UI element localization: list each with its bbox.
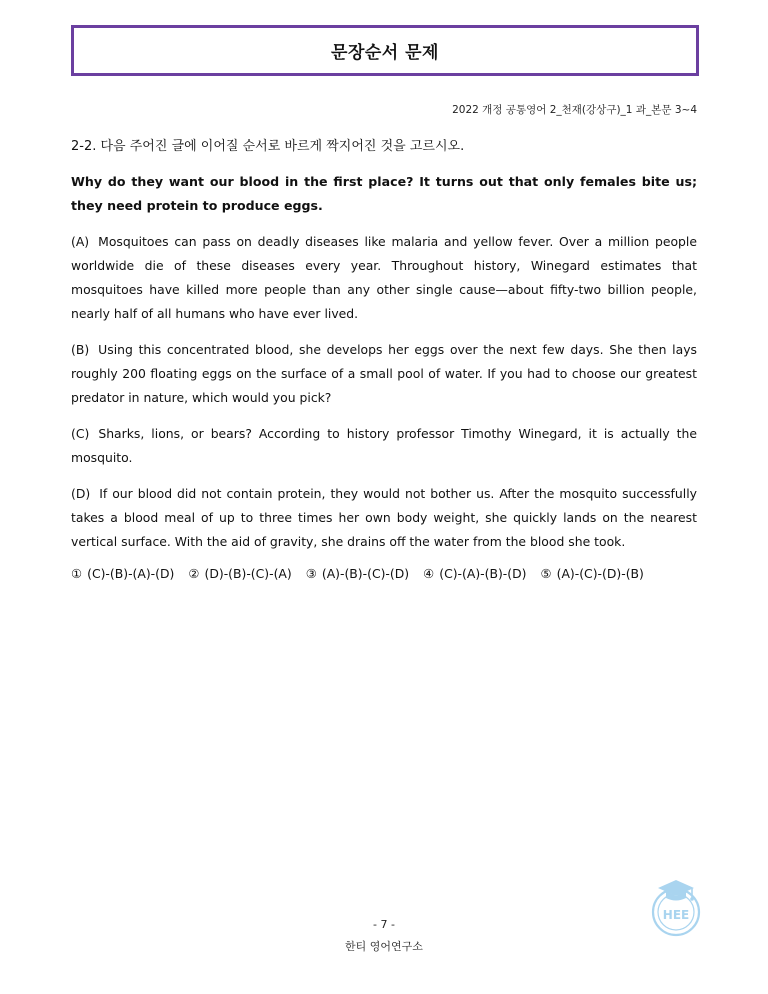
choice-text: (D)-(B)-(C)-(A) (204, 566, 292, 581)
choice-number: ④ (423, 566, 435, 581)
paragraph-b (71, 338, 697, 410)
choice-1[interactable] (71, 566, 174, 581)
title-box (71, 25, 699, 76)
question-prompt: 2-2. 다음 주어진 글에 이어질 순서로 바르게 짝지어진 것을 고르시오. (71, 139, 465, 154)
choice-text: (C)-(A)-(B)-(D) (439, 566, 527, 581)
choice-number: ③ (305, 566, 317, 581)
choice-text: (A)-(C)-(D)-(B) (556, 566, 644, 581)
paragraph-label: (D) (71, 486, 91, 501)
choice-text: (C)-(B)-(A)-(D) (87, 566, 175, 581)
source-reference: 2022 개정 공통영어 2_천재(강상구)_1 과_본문 3~4 (452, 104, 697, 116)
page-number: - 7 - (373, 918, 395, 931)
passage-content (71, 170, 697, 581)
paragraph-d (71, 482, 697, 554)
choice-text: (A)-(B)-(C)-(D) (321, 566, 410, 581)
paragraph-text: Sharks, lions, or bears? According to history professor Timothy Winegard, it is actually the mosquito. (71, 426, 697, 465)
page-title: 문장순서 문제 (331, 43, 439, 63)
paragraph-label: (C) (71, 426, 90, 441)
paragraph-label: (B) (71, 342, 90, 357)
logo-text: HEE (662, 908, 690, 922)
footer-organization: 한티 영어연구소 (345, 940, 423, 953)
paragraph-c (71, 422, 697, 470)
choice-2[interactable] (188, 566, 291, 581)
choice-4[interactable] (423, 566, 526, 581)
answer-choices (71, 566, 697, 581)
choice-number: ① (71, 566, 83, 581)
choice-3[interactable] (306, 566, 409, 581)
choice-5[interactable] (541, 566, 644, 581)
paragraph-a (71, 230, 697, 326)
paragraph-text: Mosquitoes can pass on deadly diseases like malaria and yellow fever. Over a million people worldwide die of these diseases every year. Throughout history, Winegard estimates that mosquitoes have killed more people than any other single cause—about fifty-two billion people, nearly half of all humans who have ever lived. (71, 234, 697, 321)
paragraph-text: Using this concentrated blood, she develops her eggs over the next few days. She then lays roughly 200 floating eggs on the surface of a small pool of water. If you had to choose our greatest predator in nature, which would you pick? (71, 342, 697, 405)
choice-number: ⑤ (540, 566, 552, 581)
paragraph-text: If our blood did not contain protein, they would not bother us. After the mosquito successfully takes a blood meal of up to three times her own body weight, she quickly lands on the nearest vertical surface. With the aid of gravity, she drains off the water from the blood she took. (71, 486, 697, 549)
paragraph-label: (A) (71, 234, 90, 249)
given-passage: Why do they want our blood in the first place? It turns out that only females bite us; they need protein to produce eggs. (71, 174, 697, 213)
choice-number: ② (188, 566, 200, 581)
